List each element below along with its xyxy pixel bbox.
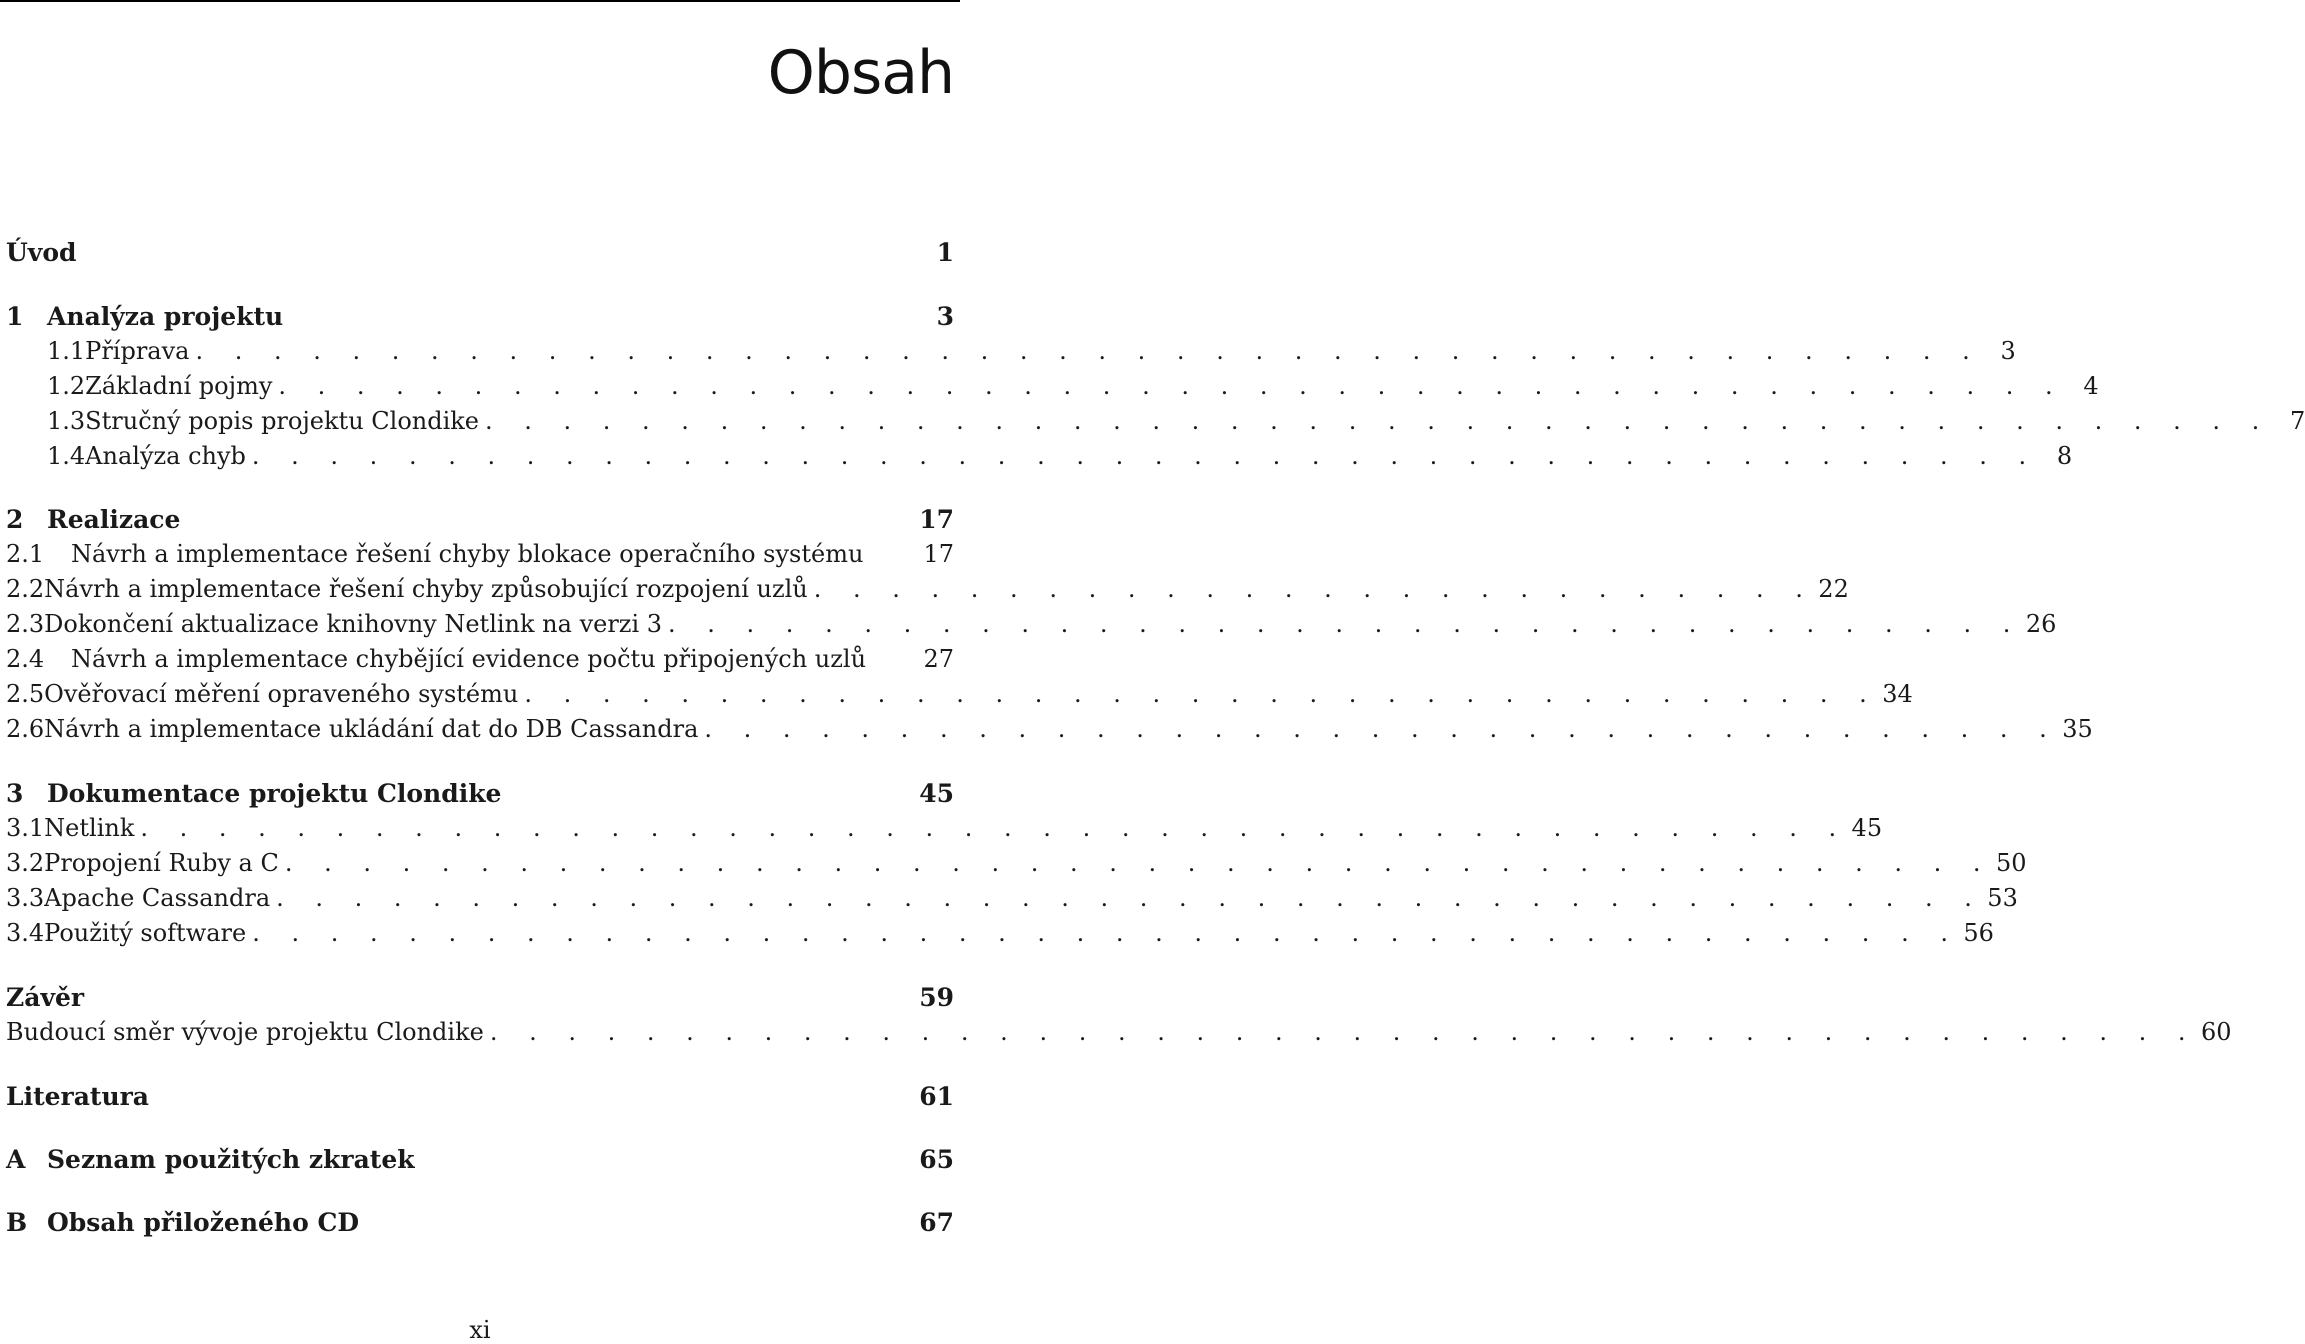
page-number-footer: xi [469,1316,491,1344]
toc-chapter[interactable] [6,1145,954,1175]
toc-section-label: Netlink [44,814,135,842]
toc-page-number: 60 [2201,1018,2232,1046]
toc-page-number: 7 [2289,407,2305,435]
toc-leader-dots: . . . . . . . . . . . . . . . . . . . . . . . . . . . . . . . . . . . [704,715,2059,743]
toc-page-number: 61 [919,1082,954,1111]
toc-page-number: 56 [1963,919,1994,947]
toc-section-label: Budoucí směr vývoje projektu Clondike [6,1018,484,1046]
toc-leader-dots: . . . . . . . . . . . . . . . . . . . . . . . . . . . . . . . . . . . . . . . . . . . . . . [251,442,2039,470]
toc-chapter[interactable] [6,1208,954,1238]
toc-chapter-number: 3 [6,779,24,808]
toc-section-number: 1.3 [47,407,86,435]
toc-section[interactable] [6,849,2027,879]
toc-leader-dots: . . . . . . . . . . . . . . . . . . . . . . . . . . . . . . . . . . . [524,680,1879,708]
toc-section-number: 2.4 [6,645,45,673]
toc-leader-dots: . . . . . . . . . . . . . . . . . . . . . . . . . . . . . . . . . . . . . . . . . . . . [276,884,1984,912]
toc-chapter[interactable] [6,302,954,332]
toc-section-label: Propojení Ruby a C [44,849,279,877]
toc-page-number: 35 [2062,715,2093,743]
toc-section[interactable] [6,337,2016,367]
toc-page-number: 53 [1987,884,2018,912]
toc-section[interactable] [6,407,2305,437]
toc-section[interactable] [6,610,2057,640]
toc-section-label: Analýza chyb [85,442,246,470]
toc-page-number: 34 [1882,680,1913,708]
toc-section-number: 3.1 [6,814,45,842]
toc-page-number: 4 [2083,372,2099,400]
toc-section[interactable] [6,372,2099,402]
toc-page-number: 1 [936,238,954,267]
toc-page-number: 59 [919,983,954,1012]
toc-section-label: Stručný popis projektu Clondike [85,407,480,435]
toc-section[interactable] [6,645,954,675]
toc-section[interactable] [6,442,2073,472]
toc-chapter-number: 1 [6,302,24,331]
toc-section-number: 2.2 [6,575,45,603]
toc-leader-dots: . . . . . . . . . . . . . . . . . . . . . . . . . . [813,575,1815,603]
toc-chapter-number: A [6,1145,26,1174]
toc-section-label: Příprava [85,337,190,365]
toc-section-number: 1.4 [47,442,86,470]
toc-page-number: 3 [2000,337,2016,365]
toc-leader-dots: . . . . . . . . . . . . . . . . . . . . . . . . . . . . . . . . . . . . . . . . . . . . . . [195,337,1982,365]
toc-page-number: 45 [1851,814,1883,842]
toc-section-number: 3.4 [6,919,45,947]
toc-chapter[interactable] [6,779,954,809]
toc-chapter[interactable] [6,238,954,268]
toc-section[interactable] [6,919,1994,949]
toc-chapter-label: Literatura [6,1082,149,1111]
toc-page-number: 67 [919,1208,954,1237]
toc-chapter[interactable] [6,983,954,1013]
toc-chapter-label: Dokumentace projektu Clondike [47,779,502,808]
toc-page-number: 50 [1996,849,2027,877]
toc-chapter-label: Seznam použitých zkratek [47,1145,415,1174]
top-rule [0,0,960,2]
toc-section[interactable] [6,814,1883,844]
toc-section[interactable] [6,680,1913,710]
toc-leader-dots: . . . . . . . . . . . . . . . . . . . . . . . . . . . . . . . . . . . . . . . . . . . . . . [485,407,2272,435]
toc-page-number: 22 [1818,575,1849,603]
toc-chapter-label: Obsah přiloženého CD [47,1208,360,1237]
toc-section-number: 2.3 [6,610,45,638]
page-title: Obsah [767,38,954,108]
toc-section-number: 2.1 [6,540,45,568]
toc-section-label: Dokončení aktualizace knihovny Netlink na verzi 3 [44,610,663,638]
toc-section-label: Návrh a implementace chybějící evidence počtu připojených uzlů [71,645,867,673]
toc-section-number: 2.5 [6,680,45,708]
toc-chapter-label: Realizace [47,505,181,534]
toc-leader-dots: . . . . . . . . . . . . . . . . . . . . . . . . . . . . . . . . . . . . . . . . . . . . [489,1018,2198,1046]
toc-chapter-label: Úvod [6,238,77,267]
toc-page-number: 8 [2056,442,2073,470]
toc-page-number: 26 [2025,610,2057,638]
toc-page-number: 3 [936,302,954,331]
toc-leader-dots: . . . . . . . . . . . . . . . . . . . . . . . . . . . . . . . . . . . . . . . . . . . . . . [278,372,2065,400]
toc-page-number: 45 [919,779,954,808]
toc-section-label: Apache Cassandra [44,884,271,912]
toc-page-number: 17 [923,540,954,568]
toc-section[interactable] [6,540,954,570]
toc-section-label: Návrh a implementace řešení chyby blokace operačního systému [71,540,864,568]
toc-page-number: 27 [923,645,954,673]
toc-section[interactable] [6,1018,2232,1048]
toc-section-number: 3.3 [6,884,45,912]
toc-chapter-number: 2 [6,505,24,534]
toc-leader-dots: . . . . . . . . . . . . . . . . . . . . . . . . . . . . . . . . . . . . . . . . . . . . [140,814,1849,842]
toc-section-label: Návrh a implementace ukládání dat do DB Cassandra [44,715,699,743]
toc-section-number: 2.6 [6,715,45,743]
toc-leader-dots: . . . . . . . . . . . . . . . . . . . . . . . . . . . . . . . . . . . [668,610,2023,638]
toc-chapter-label: Závěr [6,983,85,1012]
toc-section-label: Návrh a implementace řešení chyby způsobující rozpojení uzlů [44,575,808,603]
toc-section-number: 1.2 [47,372,86,400]
toc-section[interactable] [6,884,2018,914]
toc-section[interactable] [6,575,1849,605]
toc-section-label: Použitý software [44,919,247,947]
toc-section[interactable] [6,715,2093,745]
toc-chapter[interactable] [6,1082,954,1112]
toc-leader-dots: . . . . . . . . . . . . . . . . . . . . . . . . . . . . . . . . . . . . . . . . . . . . [252,919,1960,947]
toc-chapter[interactable] [6,505,954,535]
toc-section-label: Základní pojmy [85,372,273,400]
toc-section-label: Ověřovací měření opraveného systému [44,680,519,708]
toc-page-number: 65 [919,1145,954,1174]
toc-page-number: 17 [919,505,954,534]
toc-section-number: 3.2 [6,849,45,877]
toc-leader-dots: . . . . . . . . . . . . . . . . . . . . . . . . . . . . . . . . . . . . . . . . . . . . [284,849,1993,877]
toc-chapter-label: Analýza projektu [47,302,284,331]
toc-chapter-number: B [6,1208,28,1237]
toc-section-number: 1.1 [47,337,86,365]
